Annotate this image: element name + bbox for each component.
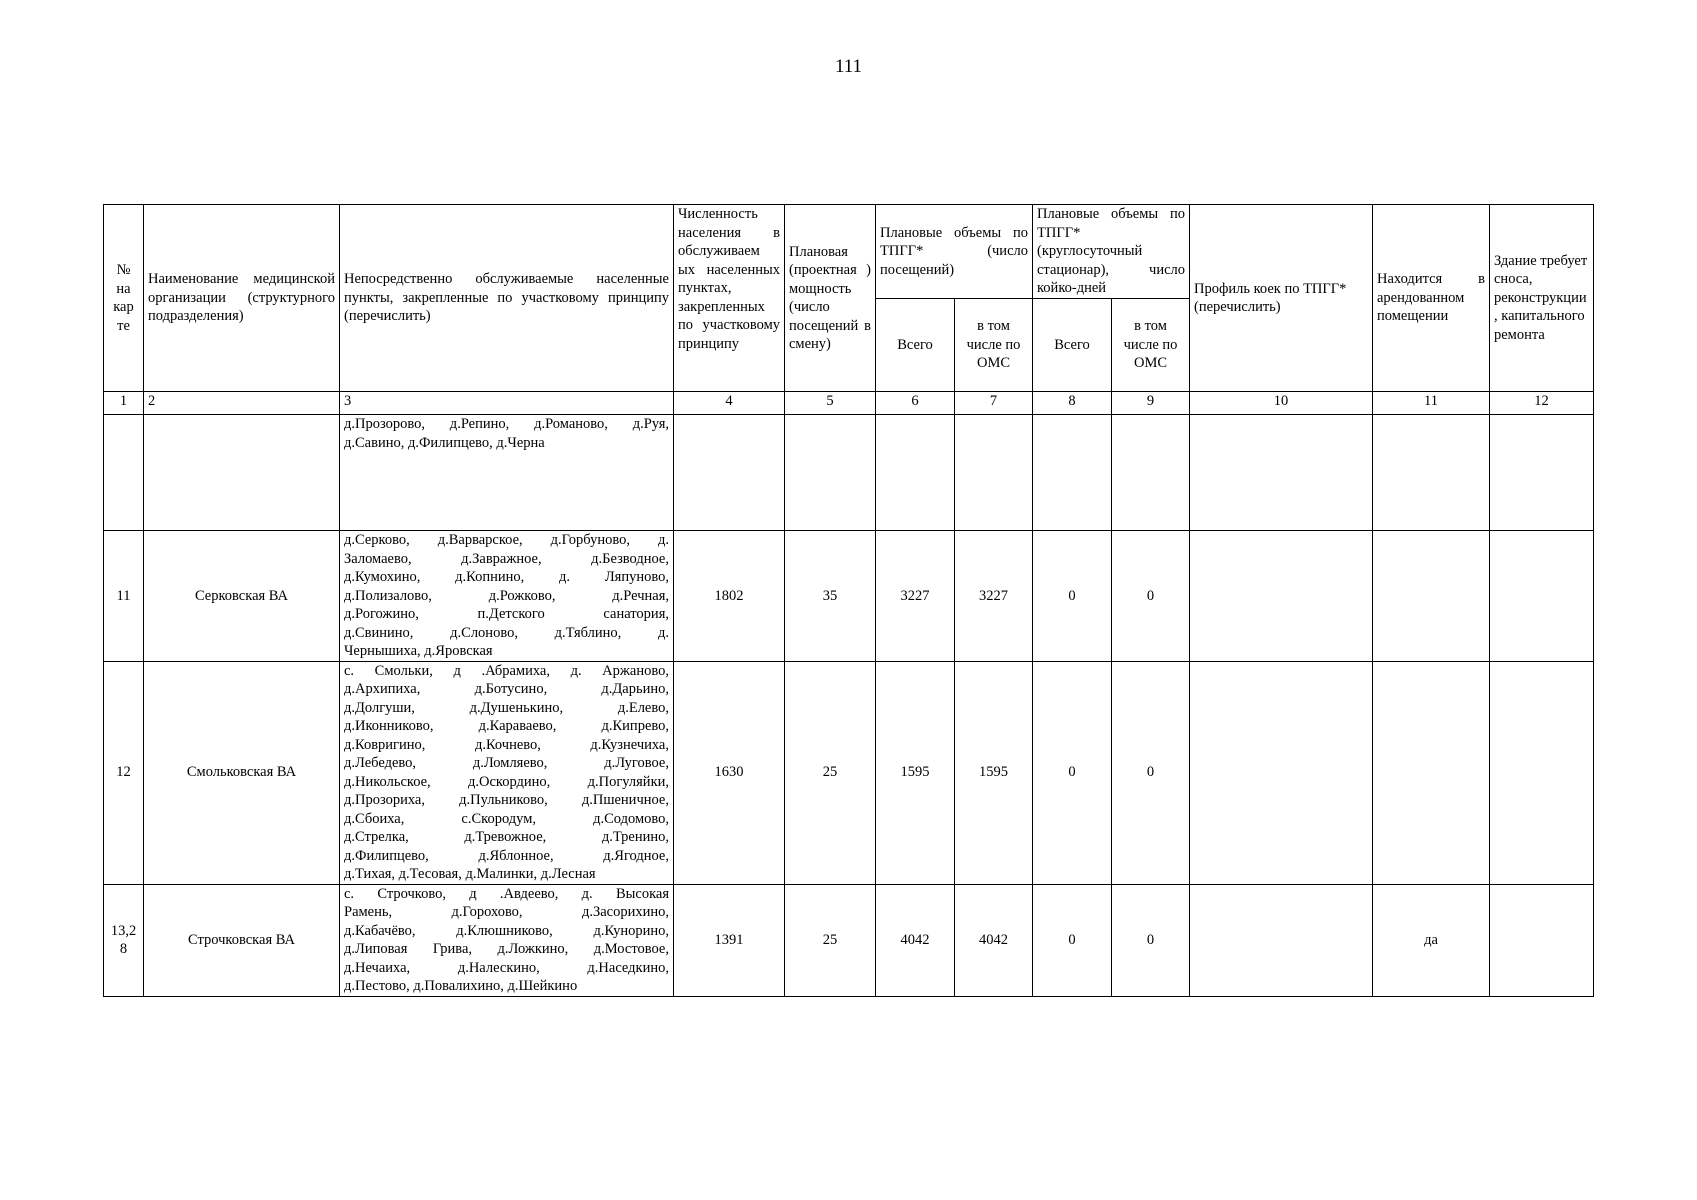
row-settlements <box>340 415 674 531</box>
header-visits-total: Всего <box>876 298 955 392</box>
table-row <box>104 661 1594 884</box>
row-beds-total: 0 <box>1033 884 1112 996</box>
header-group-visits: Плановые объемы по ТПГГ* (число посещений) <box>876 205 1033 299</box>
row-visits-oms: 4042 <box>955 884 1033 996</box>
row-organization-name <box>144 415 340 531</box>
page-number: 111 <box>834 56 863 77</box>
settlement-line: д.Пестово, д.Повалихино, д.Шейкино <box>344 978 578 994</box>
medical-organizations-table <box>103 204 1594 997</box>
row-visits-oms: 3227 <box>955 531 1033 662</box>
row-repair <box>1490 415 1594 531</box>
row-repair <box>1490 884 1594 996</box>
settlement-line: с. Смольки, д .Абрамиха, д. Аржаново, <box>344 662 669 679</box>
row-bed-profile <box>1190 531 1373 662</box>
settlement-line: д.Прозорово, д.Репино, д.Романово, д.Руя, <box>344 416 669 432</box>
row-number: 11 <box>104 531 144 662</box>
row-beds-oms <box>1112 415 1190 531</box>
column-number-row <box>104 392 1594 415</box>
table-row <box>104 531 1594 662</box>
row-bed-profile <box>1190 415 1373 531</box>
column-number: 3 <box>340 392 674 415</box>
settlement-line: с. Строчково, д .Авдеево, д. Высокая <box>344 885 669 902</box>
settlement-line: Рамень, д.Горохово, д.Засорихино, <box>344 904 669 920</box>
settlement-line: д.Стрелка, д.Тревожное, д.Тренино, <box>344 829 669 845</box>
row-bed-profile <box>1190 661 1373 884</box>
column-number: 7 <box>955 392 1033 415</box>
header-col-rented: Находится в арендованном помещении <box>1373 205 1490 392</box>
settlement-line: д.Рогожино, п.Детского санатория, <box>344 606 669 622</box>
column-number: 11 <box>1373 392 1490 415</box>
settlement-line: д.Савино, д.Филипцево, д.Черна <box>344 434 545 451</box>
header-row-top <box>104 205 1594 299</box>
column-number: 1 <box>104 392 144 415</box>
settlement-line: д.Иконниково, д.Караваево, д.Кипрево, <box>344 718 669 734</box>
row-settlements <box>340 661 674 884</box>
row-rented <box>1373 415 1490 531</box>
settlement-line: д.Долгуши, д.Душенькино, д.Елево, <box>344 699 669 716</box>
header-col-settlements: Непосредственно обслуживаемые населенные пункты, закрепленные по участковому принципу (перечислить) <box>340 205 674 392</box>
row-population: 1802 <box>674 531 785 662</box>
row-beds-oms: 0 <box>1112 661 1190 884</box>
column-number: 8 <box>1033 392 1112 415</box>
row-number <box>104 415 144 531</box>
header-col-capacity: Плановая (проектная ) мощность (число посещений в смену) <box>785 205 876 392</box>
settlement-line: д.Лебедево, д.Ломляево, д.Луговое, <box>344 755 669 771</box>
settlement-line: д.Нечаиха, д.Налескино, д.Наседкино, <box>344 959 669 976</box>
table-row <box>104 415 1594 531</box>
row-settlements <box>340 884 674 996</box>
row-capacity: 25 <box>785 661 876 884</box>
settlement-line: д.Архипиха, д.Ботусино, д.Дарьино, <box>344 681 669 697</box>
settlement-line: д.Свинино, д.Слоново, д.Тяблино, д. <box>344 624 669 641</box>
row-bed-profile <box>1190 884 1373 996</box>
row-capacity: 25 <box>785 884 876 996</box>
settlement-line: д.Прозориха, д.Пульниково, д.Пшеничное, <box>344 792 669 808</box>
settlement-line: Чернышиха, д.Яровская <box>344 643 493 659</box>
settlement-line: д.Кумохино, д.Копнино, д. Ляпуново, <box>344 569 669 585</box>
header-visits-oms: в том числе по ОМС <box>955 298 1033 392</box>
table-row <box>104 884 1594 996</box>
row-visits-oms: 1595 <box>955 661 1033 884</box>
settlement-line: д.Ковригино, д.Кочнево, д.Кузнечиха, <box>344 736 669 753</box>
settlement-line: д.Кабачёво, д.Клюшниково, д.Кунорино, <box>344 922 669 939</box>
header-col-number: № на кар те <box>104 205 144 392</box>
row-visits-total: 3227 <box>876 531 955 662</box>
row-rented: да <box>1373 884 1490 996</box>
row-population: 1630 <box>674 661 785 884</box>
row-beds-oms: 0 <box>1112 884 1190 996</box>
row-capacity <box>785 415 876 531</box>
row-beds-oms: 0 <box>1112 531 1190 662</box>
header-group-beds: Плановые объемы по ТПГГ* (круглосуточный стационар), число койко-дней <box>1033 205 1190 299</box>
row-visits-total: 4042 <box>876 884 955 996</box>
row-repair <box>1490 531 1594 662</box>
header-beds-oms: в том числе по ОМС <box>1112 298 1190 392</box>
column-number: 6 <box>876 392 955 415</box>
settlement-line: д.Серково, д.Варварское, д.Горбуново, д. <box>344 532 669 548</box>
column-number: 12 <box>1490 392 1594 415</box>
column-number: 9 <box>1112 392 1190 415</box>
row-number: 12 <box>104 661 144 884</box>
column-number: 10 <box>1190 392 1373 415</box>
header-col-repair: Здание требует сноса, реконструкции , капитального ремонта <box>1490 205 1594 392</box>
header-col-bed-profile: Профиль коек по ТПГГ* (перечислить) <box>1190 205 1373 392</box>
row-beds-total <box>1033 415 1112 531</box>
row-beds-total: 0 <box>1033 531 1112 662</box>
row-rented <box>1373 661 1490 884</box>
row-rented <box>1373 531 1490 662</box>
settlement-line: д.Тихая, д.Тесовая, д.Малинки, д.Лесная <box>344 866 596 882</box>
settlement-line: Заломаево, д.Завражное, д.Безводное, <box>344 550 669 567</box>
row-population <box>674 415 785 531</box>
row-capacity: 35 <box>785 531 876 662</box>
row-settlements <box>340 531 674 662</box>
column-number: 5 <box>785 392 876 415</box>
row-visits-oms <box>955 415 1033 531</box>
row-organization-name: Серковская ВА <box>144 531 340 662</box>
header-col-name: Наименование медицинской организации (структурного подразделения) <box>144 205 340 392</box>
row-number: 13,2 8 <box>104 884 144 996</box>
column-number: 4 <box>674 392 785 415</box>
row-visits-total <box>876 415 955 531</box>
row-organization-name: Строчковская ВА <box>144 884 340 996</box>
settlement-line: д.Филипцево, д.Яблонное, д.Ягодное, <box>344 847 669 864</box>
header-beds-total: Всего <box>1033 298 1112 392</box>
settlement-line: д.Полизалово, д.Рожково, д.Речная, <box>344 587 669 604</box>
row-beds-total: 0 <box>1033 661 1112 884</box>
settlement-line: д.Липовая Грива, д.Ложкино, д.Мостовое, <box>344 941 669 957</box>
column-number: 2 <box>144 392 340 415</box>
row-visits-total: 1595 <box>876 661 955 884</box>
row-repair <box>1490 661 1594 884</box>
row-population: 1391 <box>674 884 785 996</box>
settlement-line: д.Никольское, д.Оскордино, д.Погуляйки, <box>344 773 669 790</box>
row-organization-name: Смольковская ВА <box>144 661 340 884</box>
settlement-line: д.Сбоиха, с.Скородум, д.Содомово, <box>344 810 669 827</box>
header-col-population: Численность населения в обслуживаем ых населенных пунктах, закрепленных по участковому принципу <box>674 205 785 392</box>
